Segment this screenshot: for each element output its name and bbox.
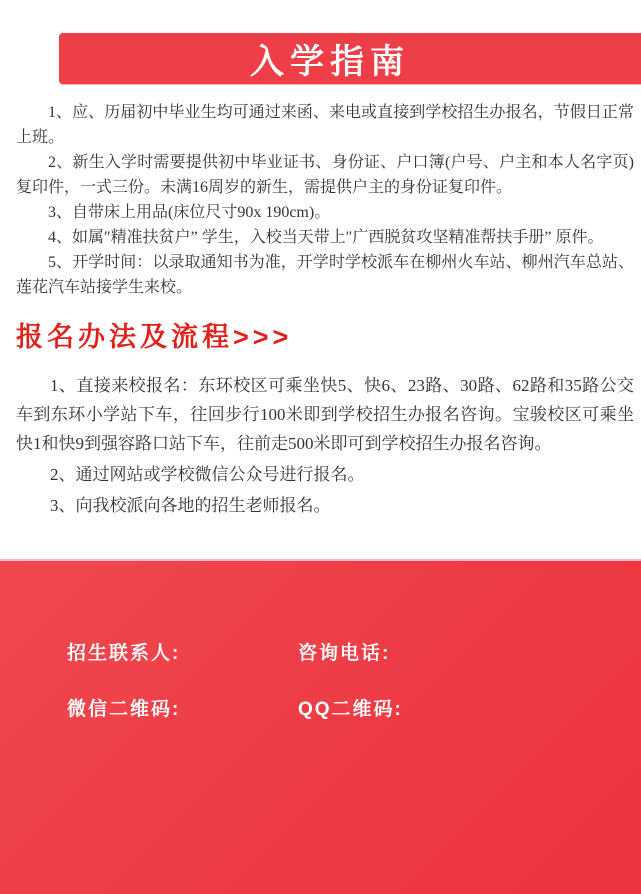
page-title: 入学指南 [250,43,410,81]
document-body [16,100,634,520]
title-banner [59,33,641,84]
phone-label: 咨询电话: [298,643,391,664]
guide-paragraph: 3、自带床上用品(床位尺寸90x 190cm)。 [48,204,331,221]
guide-paragraph: 4、如属″精准扶贫户” 学生，入校当天带上″广西脱贫攻坚精准帮扶手册” 原件。 [48,229,604,246]
signup-paragraph: 2、通过网站或学校微信公众号进行报名。 [50,465,365,484]
guide-paragraph: 1、应、历届初中毕业生均可通过来函、来电或直接到学校招生办报名，节假日正常上班。 [16,104,634,146]
signup-section [16,371,634,520]
qq-qr-label: QQ二维码: [298,699,403,720]
signup-paragraph: 1、直接来校报名：东环校区可乘坐快5、快6、23路、30路、62路和35路公交车到东环小学站下车，往回步行100米即到学校招生办报名咨询。宝骏校区可乘坐快1和快9到强容路口站下车，往前走500米即可到学校招生办报名咨询。 [16,376,634,453]
contact-grid [67,638,403,721]
guide-paragraph: 5、开学时间：以录取通知书为准，开学时学校派车在柳州火车站、柳州汽车总站、莲花汽车站接学生来校。 [16,254,634,296]
enrollment-guide-section [16,100,634,300]
wechat-qr-label: 微信二维码: [67,699,181,720]
contact-footer [0,559,641,894]
guide-paragraph: 2、新生入学时需要提供初中毕业证书、身份证、户口簿(户号、户主和本人名字页)复印件，一式三份。未满16周岁的新生，需提供户主的身份证复印件。 [16,154,634,196]
signup-section-heading: 报名办法及流程>>> [16,322,293,352]
contact-person-label: 招生联系人: [67,643,181,664]
signup-paragraph: 3、向我校派向各地的招生老师报名。 [50,496,331,515]
